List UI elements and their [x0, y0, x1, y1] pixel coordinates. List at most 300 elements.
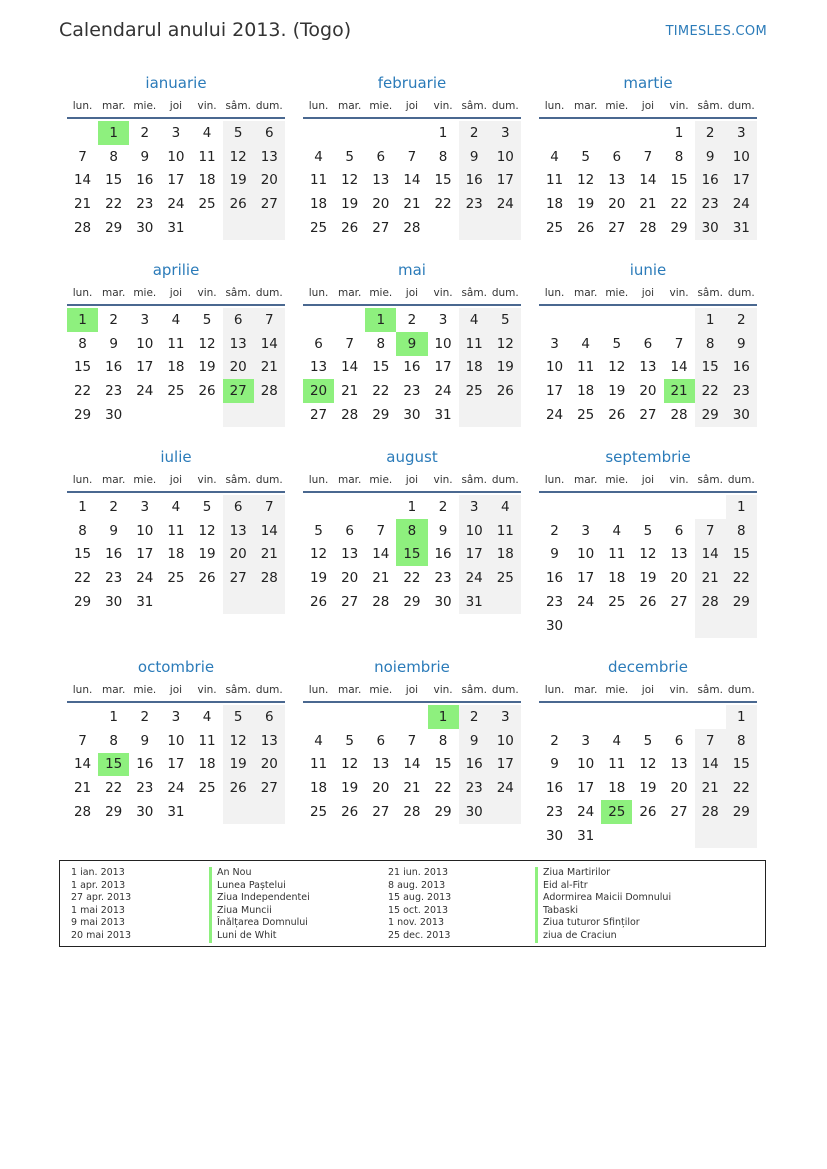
- empty-day-cell: [570, 705, 601, 729]
- day-cell: 16: [136, 172, 154, 189]
- month-septembrie: [539, 444, 757, 638]
- day-cell: 21: [73, 780, 92, 797]
- day-cell: 19: [198, 359, 216, 376]
- day-cell: 30: [545, 827, 564, 844]
- day-cell: 8: [78, 522, 87, 539]
- legend-left-dates: [71, 867, 131, 943]
- day-cell: 31: [459, 590, 490, 614]
- day-cell: 3: [490, 121, 521, 145]
- day-cell: 4: [171, 311, 181, 328]
- day-cell: 27: [341, 593, 359, 610]
- weekday-label: mar.: [574, 474, 598, 486]
- weekday-label: joi: [641, 287, 655, 299]
- day-cell: 9: [459, 145, 490, 169]
- day-cell: 3: [140, 311, 150, 328]
- weekday-header: [303, 282, 521, 306]
- day-cell: 8: [674, 148, 684, 165]
- day-cell: 15: [105, 172, 123, 189]
- day-cell: 8: [438, 732, 448, 749]
- day-cell: 1: [78, 498, 87, 515]
- day-cell: 3: [581, 732, 590, 749]
- day-cell: 31: [136, 593, 154, 610]
- day-cell: 13: [372, 756, 390, 773]
- holiday-day-cell: 1: [98, 121, 129, 145]
- day-cell: 22: [670, 196, 688, 213]
- day-cell: 21: [695, 566, 726, 590]
- month-name: mai: [398, 261, 426, 279]
- day-cell: 25: [608, 593, 626, 610]
- month-name: iunie: [629, 261, 667, 279]
- holiday-date: 1 ian. 2013: [71, 867, 125, 878]
- empty-day-cell: [490, 590, 521, 614]
- day-cell: 2: [109, 498, 118, 515]
- day-cell: 4: [612, 732, 622, 749]
- day-cell: 26: [223, 192, 254, 216]
- day-cell: 27: [608, 219, 626, 236]
- weekday-label: vin.: [433, 684, 453, 696]
- day-cell: 7: [407, 148, 417, 165]
- day-cell: 24: [545, 406, 564, 423]
- weekday-label: lun.: [544, 684, 565, 696]
- day-cell: 6: [223, 308, 254, 332]
- month-iulie: [67, 444, 285, 614]
- day-cell: 23: [434, 570, 452, 587]
- day-grid: [539, 495, 757, 638]
- day-cell: 14: [73, 756, 92, 773]
- empty-day-cell: [303, 495, 334, 519]
- day-cell: 18: [309, 196, 328, 213]
- empty-day-cell: [632, 824, 663, 848]
- day-cell: 31: [726, 216, 757, 240]
- empty-day-cell: [632, 121, 663, 145]
- day-cell: 4: [459, 308, 490, 332]
- day-cell: 9: [109, 335, 118, 352]
- day-cell: 2: [550, 522, 559, 539]
- holiday-name: Ziua tuturor Sfinților: [535, 917, 671, 930]
- day-cell: 15: [434, 172, 452, 189]
- day-cell: 21: [73, 196, 92, 213]
- day-cell: 21: [372, 570, 390, 587]
- day-cell: 29: [726, 800, 757, 824]
- day-cell: 14: [254, 519, 285, 543]
- empty-day-cell: [601, 308, 632, 332]
- weekday-label: vin.: [433, 474, 453, 486]
- day-cell: 10: [490, 145, 521, 169]
- day-cell: 20: [223, 543, 254, 567]
- weekday-header: [67, 282, 285, 306]
- day-cell: 4: [550, 148, 559, 165]
- day-cell: 14: [341, 359, 359, 376]
- day-cell: 26: [639, 803, 657, 820]
- day-cell: 2: [695, 121, 726, 145]
- day-cell: 13: [608, 172, 626, 189]
- weekday-label: lun.: [72, 474, 93, 486]
- day-cell: 7: [254, 308, 285, 332]
- day-cell: 6: [314, 335, 323, 352]
- day-cell: 2: [459, 705, 490, 729]
- day-cell: 15: [726, 753, 757, 777]
- day-cell: 4: [314, 732, 323, 749]
- empty-day-cell: [664, 308, 695, 332]
- empty-day-cell: [303, 705, 334, 729]
- day-cell: 3: [438, 311, 448, 328]
- day-cell: 15: [695, 356, 726, 380]
- day-cell: 11: [198, 148, 216, 165]
- empty-day-cell: [726, 614, 757, 638]
- empty-day-cell: [334, 705, 365, 729]
- day-cell: 18: [198, 756, 216, 773]
- weekday-label: lun.: [308, 684, 329, 696]
- weekday-label: lun.: [72, 684, 93, 696]
- day-cell: 13: [670, 546, 688, 563]
- day-cell: 10: [545, 359, 564, 376]
- day-cell: 17: [490, 169, 521, 193]
- day-cell: 8: [726, 729, 757, 753]
- day-cell: 3: [490, 705, 521, 729]
- day-cell: 6: [643, 335, 653, 352]
- day-cell: 3: [550, 335, 559, 352]
- day-cell: 14: [403, 172, 421, 189]
- day-cell: 12: [223, 145, 254, 169]
- day-cell: 14: [403, 756, 421, 773]
- weekday-label: vin.: [197, 474, 217, 486]
- day-cell: 18: [608, 780, 626, 797]
- day-cell: 12: [198, 335, 216, 352]
- day-cell: 30: [105, 406, 123, 423]
- empty-day-cell: [601, 121, 632, 145]
- day-cell: 11: [608, 756, 626, 773]
- day-cell: 8: [726, 519, 757, 543]
- day-cell: 18: [577, 383, 595, 400]
- day-cell: 2: [459, 121, 490, 145]
- weekday-label: dum.: [727, 474, 755, 486]
- day-cell: 22: [372, 383, 390, 400]
- day-cell: 26: [223, 776, 254, 800]
- day-cell: 20: [670, 780, 688, 797]
- day-cell: 1: [726, 495, 757, 519]
- day-cell: 12: [639, 546, 657, 563]
- day-cell: 19: [223, 169, 254, 193]
- day-cell: 7: [643, 148, 653, 165]
- weekday-label: joi: [405, 684, 419, 696]
- day-cell: 23: [459, 192, 490, 216]
- day-cell: 3: [459, 495, 490, 519]
- day-cell: 14: [695, 753, 726, 777]
- weekday-label: mar.: [574, 100, 598, 112]
- weekday-header: [303, 679, 521, 703]
- day-cell: 2: [407, 311, 417, 328]
- day-cell: 25: [198, 196, 216, 213]
- day-cell: 11: [198, 732, 216, 749]
- day-cell: 14: [639, 172, 657, 189]
- weekday-label: dum.: [727, 287, 755, 299]
- day-cell: 13: [341, 546, 359, 563]
- day-cell: 2: [438, 498, 448, 515]
- day-cell: 28: [73, 219, 92, 236]
- day-cell: 22: [73, 570, 92, 587]
- day-cell: 2: [550, 732, 559, 749]
- day-cell: 5: [643, 732, 653, 749]
- weekday-label: dum.: [491, 100, 519, 112]
- day-cell: 21: [695, 776, 726, 800]
- day-cell: 12: [341, 756, 359, 773]
- weekday-label: joi: [405, 474, 419, 486]
- day-cell: 18: [545, 196, 564, 213]
- day-cell: 27: [254, 776, 285, 800]
- weekday-label: lun.: [72, 100, 93, 112]
- empty-day-cell: [539, 308, 570, 332]
- weekday-label: joi: [405, 100, 419, 112]
- weekday-label: vin.: [669, 100, 689, 112]
- day-cell: 5: [345, 148, 354, 165]
- day-cell: 30: [105, 593, 123, 610]
- day-cell: 21: [403, 780, 421, 797]
- day-cell: 12: [639, 756, 657, 773]
- holiday-day-cell: 15: [396, 543, 427, 567]
- weekday-label: joi: [169, 684, 183, 696]
- weekday-label: mie.: [133, 474, 157, 486]
- day-cell: 28: [254, 566, 285, 590]
- weekday-label: mar.: [338, 100, 362, 112]
- day-cell: 23: [136, 780, 154, 797]
- empty-day-cell: [254, 590, 285, 614]
- day-cell: 20: [254, 169, 285, 193]
- weekday-label: joi: [641, 474, 655, 486]
- holiday-date: 9 mai 2013: [71, 917, 125, 929]
- day-cell: 23: [105, 383, 123, 400]
- day-cell: 26: [490, 379, 521, 403]
- weekday-label: mar.: [102, 684, 126, 696]
- day-cell: 22: [726, 776, 757, 800]
- empty-day-cell: [160, 590, 191, 614]
- empty-day-cell: [632, 495, 663, 519]
- weekday-label: joi: [169, 100, 183, 112]
- month-name: iulie: [160, 448, 192, 466]
- holiday-day-cell: 21: [664, 379, 695, 403]
- day-cell: 11: [608, 546, 626, 563]
- day-cell: 13: [372, 172, 390, 189]
- weekday-label: joi: [169, 287, 183, 299]
- month-februarie: [303, 70, 521, 240]
- day-cell: 22: [105, 780, 123, 797]
- day-cell: 30: [136, 803, 154, 820]
- weekday-label: mar.: [338, 684, 362, 696]
- holiday-day-cell: 1: [67, 308, 98, 332]
- day-cell: 10: [434, 335, 452, 352]
- holiday-date: 25 dec. 2013: [388, 929, 451, 941]
- day-cell: 25: [167, 570, 185, 587]
- weekday-label: vin.: [197, 287, 217, 299]
- empty-day-cell: [570, 614, 601, 638]
- day-cell: 4: [581, 335, 590, 352]
- weekday-label: sâm.: [461, 684, 487, 696]
- day-cell: 19: [198, 546, 216, 563]
- day-cell: 1: [438, 124, 448, 141]
- day-cell: 15: [73, 359, 92, 376]
- day-cell: 23: [545, 803, 564, 820]
- day-cell: 8: [109, 148, 118, 165]
- day-cell: 12: [341, 172, 359, 189]
- day-cell: 1: [407, 498, 417, 515]
- day-cell: 10: [136, 335, 154, 352]
- day-cell: 1: [109, 708, 118, 725]
- empty-day-cell: [67, 121, 98, 145]
- day-cell: 3: [140, 498, 150, 515]
- holiday-name: Ziua Martirilor: [535, 867, 671, 880]
- day-cell: 17: [577, 570, 595, 587]
- day-cell: 6: [674, 732, 684, 749]
- month-ianuarie: [67, 70, 285, 240]
- day-grid: [303, 495, 521, 614]
- weekday-header: [539, 95, 757, 119]
- day-cell: 7: [674, 335, 684, 352]
- weekday-label: joi: [641, 100, 655, 112]
- day-cell: 17: [459, 543, 490, 567]
- weekday-label: lun.: [308, 474, 329, 486]
- holiday-name: An Nou: [209, 867, 310, 880]
- empty-day-cell: [490, 403, 521, 427]
- day-cell: 21: [403, 196, 421, 213]
- day-cell: 24: [726, 192, 757, 216]
- day-cell: 24: [136, 383, 154, 400]
- empty-day-cell: [459, 216, 490, 240]
- day-cell: 31: [167, 219, 185, 236]
- weekday-header: [67, 469, 285, 493]
- holiday-day-cell: 25: [601, 800, 632, 824]
- day-cell: 2: [726, 308, 757, 332]
- empty-day-cell: [223, 800, 254, 824]
- day-cell: 30: [434, 593, 452, 610]
- day-cell: 15: [726, 543, 757, 567]
- day-cell: 8: [695, 332, 726, 356]
- empty-day-cell: [254, 216, 285, 240]
- day-cell: 13: [254, 729, 285, 753]
- day-cell: 7: [407, 732, 417, 749]
- day-cell: 17: [167, 756, 185, 773]
- day-cell: 19: [341, 780, 359, 797]
- day-grid: [303, 308, 521, 427]
- day-cell: 22: [434, 196, 452, 213]
- empty-day-cell: [695, 495, 726, 519]
- day-cell: 15: [372, 359, 390, 376]
- empty-day-cell: [539, 705, 570, 729]
- day-cell: 25: [309, 803, 328, 820]
- day-cell: 12: [577, 172, 595, 189]
- holiday-day-cell: 8: [396, 519, 427, 543]
- day-cell: 17: [490, 753, 521, 777]
- day-cell: 3: [171, 708, 181, 725]
- day-cell: 11: [309, 756, 328, 773]
- day-cell: 27: [639, 406, 657, 423]
- month-decembrie: [539, 654, 757, 848]
- empty-day-cell: [192, 800, 223, 824]
- day-cell: 13: [309, 359, 328, 376]
- day-cell: 3: [581, 522, 590, 539]
- day-cell: 18: [490, 543, 521, 567]
- weekday-label: sâm.: [461, 474, 487, 486]
- holiday-day-cell: 27: [223, 379, 254, 403]
- empty-day-cell: [365, 121, 396, 145]
- weekday-label: sâm.: [697, 684, 723, 696]
- day-cell: 29: [726, 590, 757, 614]
- site-link[interactable]: TIMESLES.COM: [665, 24, 767, 39]
- holiday-date: 21 iun. 2013: [388, 867, 449, 878]
- day-cell: 23: [105, 570, 123, 587]
- day-grid: [539, 705, 757, 848]
- empty-day-cell: [334, 121, 365, 145]
- day-cell: 5: [490, 308, 521, 332]
- day-cell: 12: [608, 359, 626, 376]
- holiday-day-cell: 15: [98, 753, 129, 777]
- day-cell: 18: [309, 780, 328, 797]
- day-cell: 22: [434, 780, 452, 797]
- day-cell: 16: [726, 356, 757, 380]
- weekday-header: [539, 469, 757, 493]
- day-cell: 19: [577, 196, 595, 213]
- day-grid: [67, 308, 285, 427]
- day-cell: 12: [223, 729, 254, 753]
- weekday-label: vin.: [433, 287, 453, 299]
- day-cell: 14: [670, 359, 688, 376]
- page-title: Calendarul anului 2013. (Togo): [59, 19, 352, 41]
- empty-day-cell: [570, 308, 601, 332]
- holiday-name: Eid al-Fitr: [535, 880, 671, 893]
- day-cell: 19: [223, 753, 254, 777]
- weekday-label: dum.: [491, 684, 519, 696]
- day-cell: 30: [136, 219, 154, 236]
- day-cell: 1: [674, 124, 684, 141]
- day-cell: 17: [545, 383, 564, 400]
- empty-day-cell: [601, 705, 632, 729]
- day-cell: 20: [254, 753, 285, 777]
- day-cell: 5: [612, 335, 622, 352]
- day-cell: 7: [78, 732, 87, 749]
- weekday-label: mar.: [102, 287, 126, 299]
- day-cell: 6: [254, 705, 285, 729]
- day-grid: [539, 308, 757, 427]
- day-cell: 24: [459, 566, 490, 590]
- day-cell: 2: [109, 311, 118, 328]
- day-cell: 30: [459, 800, 490, 824]
- empty-day-cell: [396, 121, 427, 145]
- day-cell: 28: [695, 800, 726, 824]
- day-cell: 25: [167, 383, 185, 400]
- holiday-name: Tabaski: [535, 905, 671, 918]
- day-cell: 29: [434, 803, 452, 820]
- day-cell: 17: [726, 169, 757, 193]
- empty-day-cell: [459, 403, 490, 427]
- weekday-label: mar.: [102, 100, 126, 112]
- day-cell: 23: [695, 192, 726, 216]
- day-cell: 28: [341, 406, 359, 423]
- day-cell: 21: [254, 356, 285, 380]
- day-cell: 8: [376, 335, 386, 352]
- day-cell: 27: [254, 192, 285, 216]
- day-cell: 16: [545, 780, 564, 797]
- day-cell: 18: [198, 172, 216, 189]
- day-cell: 2: [140, 708, 150, 725]
- weekday-label: mie.: [369, 474, 393, 486]
- day-cell: 26: [577, 219, 595, 236]
- weekday-label: sâm.: [225, 474, 251, 486]
- day-cell: 6: [674, 522, 684, 539]
- day-cell: 17: [136, 546, 154, 563]
- weekday-label: mie.: [605, 287, 629, 299]
- day-grid: [303, 121, 521, 240]
- day-cell: 11: [459, 332, 490, 356]
- day-cell: 26: [639, 593, 657, 610]
- empty-day-cell: [726, 824, 757, 848]
